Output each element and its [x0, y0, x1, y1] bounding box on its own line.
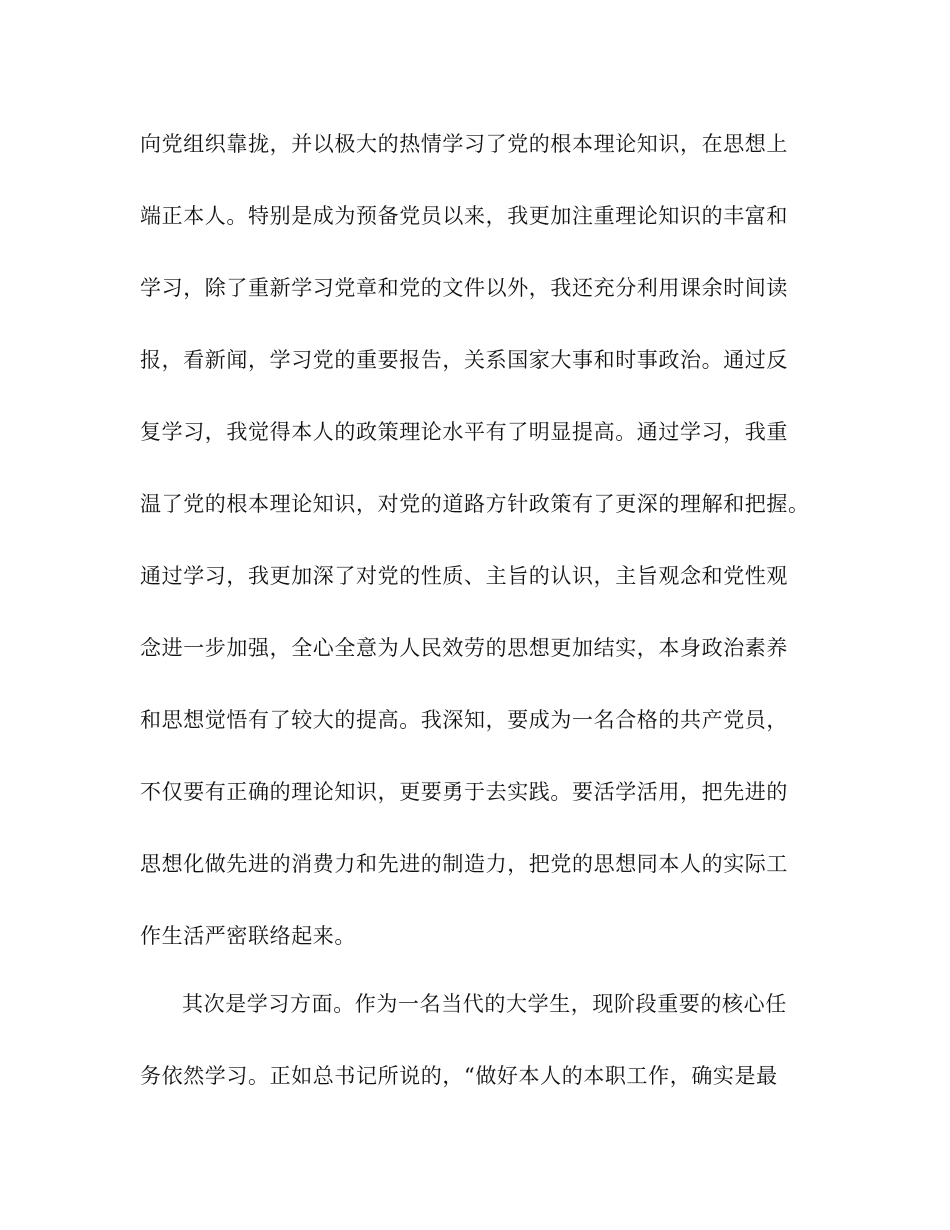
text-line: 端正本人。特别是成为预备党员以来，我更加注重理论知识的丰富和 — [140, 204, 788, 228]
text-line: 务依然学习。正如总书记所说的，“做好本人的本职工作，确实是最 — [140, 1064, 778, 1088]
text-line: 学习，除了重新学习党章和党的文件以外，我还充分利用课余时间读 — [140, 276, 788, 300]
text-line: 思想化做先进的消费力和先进的制造力，把党的思想同本人的实际工 — [140, 852, 788, 876]
text-line: 通过学习，我更加深了对党的性质、主旨的认识，主旨观念和党性观 — [140, 564, 788, 588]
paragraph-first-line: 其次是学习方面。作为一名当代的大学生，现阶段重要的核心任 — [182, 992, 787, 1016]
text-line: 作生活严密联络起来。 — [140, 924, 356, 948]
text-line: 向党组织靠拢，并以极大的热情学习了党的根本理论知识，在思想上 — [140, 132, 788, 156]
text-line: 复学习，我觉得本人的政策理论水平有了明显提高。通过学习，我重 — [140, 420, 788, 444]
text-line: 和思想觉悟有了较大的提高。我深知，要成为一名合格的共产党员， — [140, 708, 788, 732]
text-line: 报，看新闻，学习党的重要报告，关系国家大事和时事政治。通过反 — [140, 348, 788, 372]
text-line: 不仅要有正确的理论知识，更要勇于去实践。要活学活用，把先进的 — [140, 780, 788, 804]
text-line: 温了党的根本理论知识，对党的道路方针政策有了更深的理解和把握。 — [140, 492, 810, 516]
text-line: 念进一步加强，全心全意为人民效劳的思想更加结实，本身政治素养 — [140, 636, 788, 660]
